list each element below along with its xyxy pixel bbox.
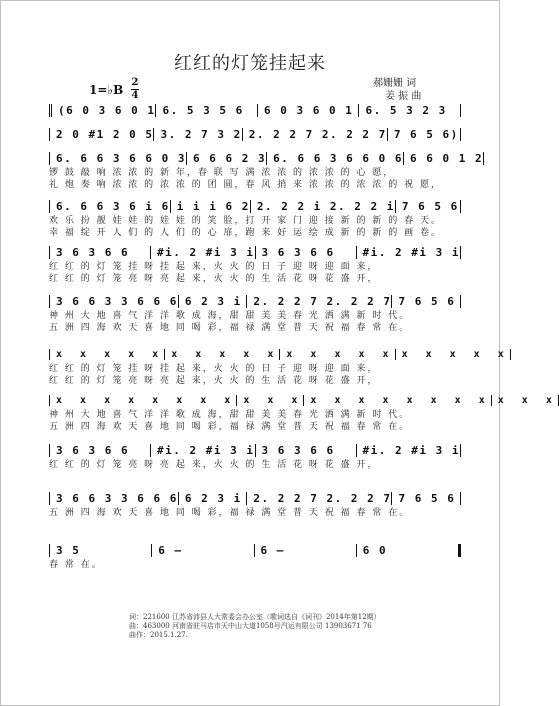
staff-system — [49, 149, 484, 191]
measure: 2. 2 2 7 2. 2 2 7 — [246, 492, 391, 505]
meter-numerator: 2 — [131, 77, 139, 88]
lyrics — [49, 507, 461, 519]
measure: 6. 6 6 3 6 i 6 — [49, 200, 170, 213]
measure: #i. 2 #i 3 i — [150, 444, 254, 457]
measure: x x x — [491, 395, 559, 406]
notation-row — [49, 541, 461, 559]
measure: 6 – — [151, 544, 253, 557]
measure: 3. 2 7 3 2 — [153, 128, 241, 141]
lyrics — [49, 215, 461, 239]
composer: 姜 振 曲 — [385, 91, 422, 102]
measure: x x x x x — [49, 349, 164, 360]
notation-row — [49, 125, 461, 143]
measure: 2. 2 2 i 2. 2 2 i — [250, 200, 395, 213]
footer-line: 词：221600 江苏省沛县人大常委会办公室（歌词选自《词刊》2014年第12期） — [129, 613, 381, 621]
time-signature — [131, 78, 139, 101]
notation-row — [49, 345, 510, 363]
notation-row — [49, 243, 461, 261]
measure: 6 – — [254, 544, 356, 557]
measure: 2 0 #1 2 0 5 — [49, 128, 153, 141]
measure: 6 0 3 6 0 1 — [257, 104, 359, 117]
measure: 7 6 5 6 — [395, 200, 461, 213]
lyric-line: 红 红 的 灯 笼 亮 呀 亮 起 来，火 火 的 生 活 花 呀 花 盛 开， — [49, 274, 379, 284]
measure: (6 0 3 6 0 1 — [49, 104, 155, 117]
lyrics — [49, 310, 461, 334]
lyrics — [49, 261, 461, 285]
lyrics — [49, 559, 461, 571]
staff-system — [49, 292, 461, 334]
notation-row — [49, 292, 461, 310]
lyric-line: 幸 福 绽 开 人 们 的 人 们 的 心 扉，跑 来 好 运 绘 成 新 的 新 的 画 卷。 — [49, 228, 442, 238]
footer-line: 曲作：2015.1.27. — [129, 631, 188, 639]
measure: 6 2 3 i — [178, 492, 247, 505]
notation-row — [49, 489, 461, 507]
staff-system — [49, 345, 510, 387]
lyric-line: 红 红 的 灯 笼 亮 呀 亮 起 来，火 火 的 生 活 花 呀 花 盛 开， — [49, 460, 379, 470]
footer-line: 曲：463000 河南省驻马店市天中山大道1058号汽运有限公司 13903671 76 — [129, 622, 372, 630]
lyric-line: 红 红 的 灯 笼 亮 呀 亮 起 来，火 火 的 生 活 花 呀 花 盛 开， — [49, 376, 379, 386]
credits — [373, 77, 421, 103]
measure: 6. 6 6 3 6 6 0 6 — [266, 152, 403, 165]
measure: 2. 2 2 7 2. 2 2 7 — [246, 295, 391, 308]
staff-system — [49, 391, 558, 433]
measure: 6. 6 6 3 6 6 0 3 — [49, 152, 186, 165]
measure: #i. 2 #i 3 i — [150, 246, 254, 259]
notation-row — [49, 391, 558, 409]
measure: 3 6 3 6 6 — [255, 246, 356, 259]
staff-system — [49, 489, 461, 519]
lyric-line: 神 州 大 地 喜 气 洋 洋 歌 成 海，甜 甜 美 美 春 光 洒 满 新 时 代。 — [49, 410, 411, 420]
staff-system — [49, 441, 461, 471]
measure: x x x x x — [395, 349, 511, 360]
notation-row — [49, 101, 461, 119]
staff-system — [49, 243, 461, 285]
lyricist: 郝姗姗 词 — [373, 78, 417, 89]
measure: 6. 5 3 5 6 — [155, 104, 257, 117]
measure: 3 6 3 6 6 — [49, 246, 150, 259]
notation-row — [49, 197, 461, 215]
measure: x x x x x — [279, 349, 394, 360]
lyric-line: 红 红 的 灯 笼 挂 呀 挂 起 来，火 火 的 日 子 迎 呀 迎 面 来， — [49, 364, 379, 374]
measure: x x x x x — [164, 349, 279, 360]
measure: 3 5 — [49, 544, 151, 557]
measure: 6 6 0 1 2 — [403, 152, 484, 165]
lyric-line: 春 常 在。 — [49, 560, 103, 570]
measure: #i. 2 #i 3 i — [356, 246, 461, 259]
lyrics — [49, 459, 461, 471]
measure: 7 6 5 6 — [391, 492, 461, 505]
measure: #i. 2 #i 3 i — [356, 444, 461, 457]
measure: 7 6 5 6 — [391, 295, 461, 308]
lyrics — [49, 409, 461, 433]
measure: 7 6 5 6) — [387, 128, 461, 141]
measure: 6 6 6 2 3 — [186, 152, 266, 165]
measure: x x x x x x x x — [49, 395, 236, 406]
staff-system — [49, 125, 461, 143]
lyrics — [49, 363, 461, 387]
staff-system — [49, 541, 461, 571]
measure: x x x — [236, 395, 303, 406]
page-title: 红红的灯笼挂起来 — [174, 53, 326, 74]
measure: 3 6 3 6 6 — [49, 444, 150, 457]
measure: 2. 2 2 7 2. 2 2 7 — [242, 128, 387, 141]
staff-system — [49, 197, 461, 239]
measure: 6. 5 3 2 3 — [358, 104, 461, 117]
notation-row — [49, 441, 461, 459]
footer — [129, 613, 381, 640]
lyric-line: 五 洲 四 海 欢 天 喜 地 同 喝 彩，福 禄 满 堂 普 天 祝 福 春 常 在。 — [49, 508, 411, 518]
measure: x x x x x x x x — [303, 395, 490, 406]
lyric-line: 锣 鼓 敲 响 浓 浓 的 新 年，春 联 写 满 浓 浓 的 浓 浓 的 心 愿， — [49, 168, 395, 178]
lyric-line: 神 州 大 地 喜 气 洋 洋 歌 成 海，甜 甜 美 美 春 光 洒 满 新 时 代。 — [49, 311, 411, 321]
lyric-line: 礼 炮 奏 响 浓 浓 的 浓 浓 的 团 圆，春 风 捎 来 浓 浓 的 浓 浓 的 祝 愿， — [49, 180, 442, 190]
notation-row — [49, 149, 484, 167]
meter-denominator: 4 — [131, 90, 139, 101]
lyric-line: 五 洲 四 海 欢 天 喜 地 同 喝 彩，福 禄 满 堂 普 天 祝 福 春 常 在。 — [49, 422, 411, 432]
measure: 3 6 6 3 3 6 6 6 — [49, 492, 178, 505]
measure: i i i 6 2 — [170, 200, 250, 213]
measure: 3 6 3 6 6 — [255, 444, 356, 457]
lyric-line: 五 洲 四 海 欢 天 喜 地 同 喝 彩，福 禄 满 堂 普 天 祝 福 春 常 在。 — [49, 323, 411, 333]
measure: 3 6 6 3 3 6 6 6 — [49, 295, 178, 308]
measure: 6 2 3 i — [178, 295, 247, 308]
lyric-line: 欢 乐 扮 靓 娃 娃 的 娃 娃 的 笑 脸，打 开 家 门 迎 接 新 的 新 的 春 天。 — [49, 216, 442, 226]
staff-system — [49, 101, 461, 119]
measure: 6 0 — [356, 544, 461, 557]
key-signature: 1=♭B — [89, 83, 124, 97]
lyric-line: 红 红 的 灯 笼 挂 呀 挂 起 来，火 火 的 日 子 迎 呀 迎 面 来， — [49, 262, 379, 272]
lyrics — [49, 167, 461, 191]
